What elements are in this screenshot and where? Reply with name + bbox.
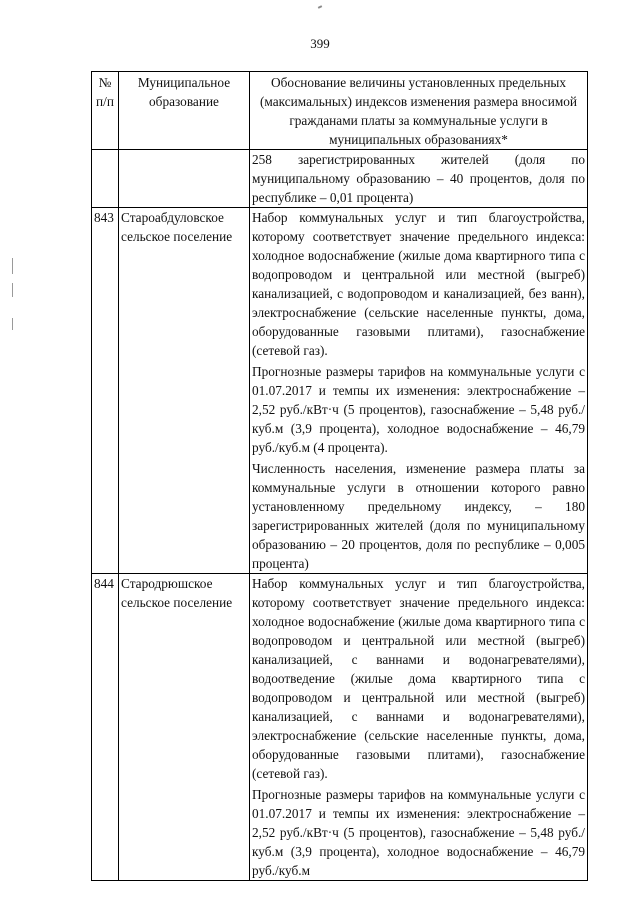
row-justification [250,208,588,574]
justification-paragraph: Прогнозные размеры тарифов на коммунальные услуги с 01.07.2017 и темпы их изменения: электроснабжение – 2,52 руб./кВт·ч (5 процентов), газоснабжение – 5,48 руб./куб.м (3,9 процента), холодное водоснабжение – 46,79 руб./куб.м (4 процента). [252,364,585,455]
justification-paragraph: Набор коммунальных услуг и тип благоустройства, которому соответствует значение предельного индекса: холодное водоснабжение (жилые дома квартирного типа с водопроводом и центральной или местной (выгреб) канализацией, с водопроводом и канализацией, без ванн), электроснабжение (сельские населенные пункты, дома, оборудованные газовыми плитами), газоснабжение (сетевой газ). [252,210,585,358]
tariff-justification-table [91,71,588,881]
scan-margin-mark [12,283,13,297]
header-municipality: Муниципальное образование [119,72,250,150]
table-header-row [92,72,588,150]
header-num: № п/п [92,72,119,150]
row-municipality [119,150,250,208]
header-justification: Обоснование величины установленных предельных (максимальных) индексов изменения размера вносимой гражданами платы за коммунальные услуги в муниципальных образованиях* [250,72,588,150]
row-number: 843 [92,208,119,574]
scan-margin-mark [12,318,13,330]
page-number: 399 [310,36,330,51]
justification-paragraph: Набор коммунальных услуг и тип благоустройства, которому соответствует значение предельного индекса: холодное водоснабжение (жилые дома квартирного типа с водопроводом и центральной или местной (выгреб) канализацией, с ваннами и водонагревателями), водоотведение (жилые дома квартирного типа с водопроводом и центральной или местной (выгреб) канализацией, с ваннами и водонагревателями), электроснабжение (сельские населенные пункты, дома, оборудованные газовыми плитами), газоснабжение (сетевой газ). [252,576,585,781]
scan-margin-mark [12,258,13,274]
row-justification [250,574,588,881]
row-municipality: Стародрюшское сельское поселение [119,574,250,881]
table-row [92,574,588,881]
row-number: 844 [92,574,119,881]
justification-paragraph: Численность населения, изменение размера платы за коммунальные услуги в отношении которого равно установленному предельному индексу, – 180 зарегистрированных жителей (доля по муниципальному образованию – 20 процентов, доля по республике – 0,005 процента) [252,461,585,571]
justification-paragraph: Прогнозные размеры тарифов на коммунальные услуги с 01.07.2017 и темпы их изменения: электроснабжение – 2,52 руб./кВт·ч (5 процентов), газоснабжение – 5,48 руб./куб.м (3,9 процента), холодное водоснабжение – 46,79 руб./куб.м [252,787,585,878]
table-row [92,208,588,574]
row-number [92,150,119,208]
justification-paragraph: 258 зарегистрированных жителей (доля по муниципальному образованию – 40 процентов, доля по республике – 0,01 процента) [252,152,585,205]
row-municipality: Староабдуловское сельское поселение [119,208,250,574]
row-justification [250,150,588,208]
table-row [92,150,588,208]
scan-speck [318,5,322,9]
